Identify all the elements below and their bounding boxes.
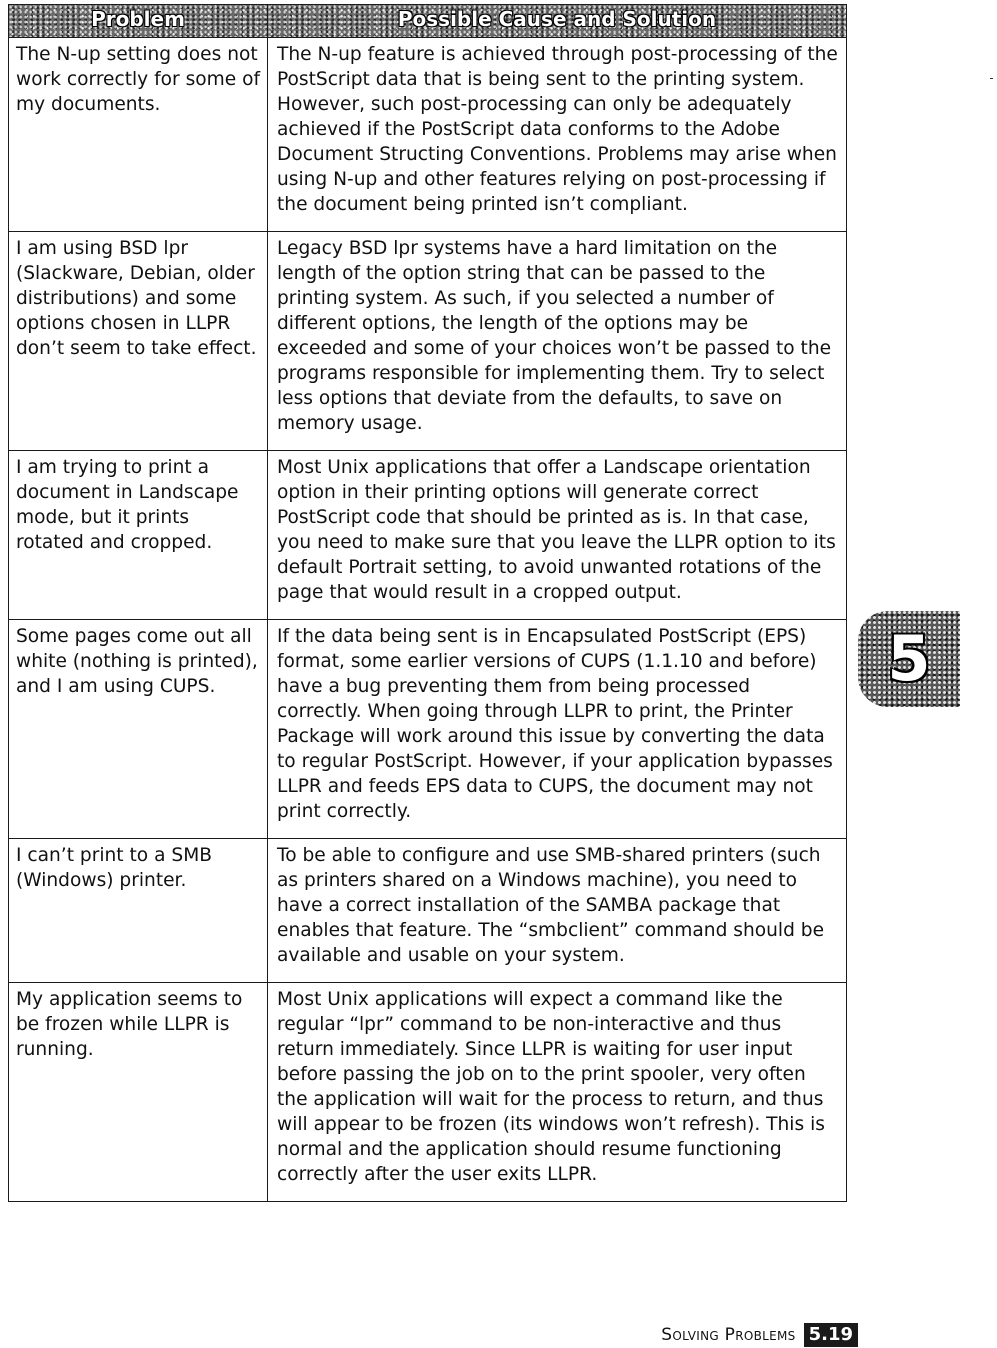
solution-cell: If the data being sent is in Encapsulated PostScript (EPS) format, some earlier versions of CUPS (1.1.10 and before) have a bug preventing them from being processed correctly. When going through LLPR to print, the Printer Package will work around this issue by converting the data to regular PostScript. However, if your application bypasses LLPR and feeds EPS data to CUPS, the document may not print correctly. (268, 620, 847, 839)
table-row (9, 232, 847, 451)
table-row (9, 451, 847, 620)
chapter-number: 5 (887, 622, 931, 695)
solution-cell: Legacy BSD lpr systems have a hard limitation on the length of the option string that can be passed to the printing system. As such, if you selected a number of different options, the length of the options may be exceeded and some of your choices won’t be passed to the programs responsible for implementing them. Try to select less options that deviate from the defaults, to save on memory usage. (268, 232, 847, 451)
table-row (9, 839, 847, 983)
solution-cell: The N-up feature is achieved through post-processing of the PostScript data that is being sent to the printing system. However, such post-processing can only be adequately achieved if the PostScript data conforms to the Adobe Document Structing Conventions. Problems may arise when using N-up and other features relying on post-processing if the document being printed isn’t compliant. (268, 38, 847, 232)
solution-header-label: Possible Cause and Solution (397, 7, 717, 31)
chapter-tab (858, 611, 960, 707)
footer-section-title: Solving Problems (661, 1325, 796, 1345)
solution-header (268, 5, 847, 38)
table-header-row (9, 5, 847, 38)
problem-header (9, 5, 268, 38)
solution-cell: Most Unix applications that offer a Landscape orientation option in their printing options will generate correct PostScript code that should be printed as is. In that case, you need to make sure that you leave the LLPR option to its default Portrait setting, to avoid unwanted rotations of the page that would result in a cropped output. (268, 451, 847, 620)
solution-cell: Most Unix applications will expect a command like the regular “lpr” command to be non-interactive and thus return immediately. Since LLPR is waiting for user input before passing the job on to the print spooler, very often the application will wait for the process to return, and thus will appear to be frozen (its windows won’t refresh). This is normal and the application should resume functioning correctly after the user exits LLPR. (268, 983, 847, 1202)
page-footer (661, 1322, 858, 1348)
problem-cell: I am trying to print a document in Landscape mode, but it prints rotated and cropped. (9, 451, 268, 620)
table-row (9, 983, 847, 1202)
problem-header-label: Problem (91, 7, 185, 31)
problem-cell: The N-up setting does not work correctly for some of my documents. (9, 38, 268, 232)
solution-cell: To be able to configure and use SMB-shared printers (such as printers shared on a Windows machine), you need to have a correct installation of the SAMBA package that enables that feature. The “smbclient” command should be available and usable on your system. (268, 839, 847, 983)
table-row (9, 38, 847, 232)
problem-cell: I can’t print to a SMB (Windows) printer. (9, 839, 268, 983)
problem-cell: My application seems to be frozen while LLPR is running. (9, 983, 268, 1202)
page-edge-mark (990, 78, 993, 79)
troubleshooting-table (8, 4, 847, 1202)
table-row (9, 620, 847, 839)
problem-cell: I am using BSD lpr (Slackware, Debian, older distributions) and some options chosen in LLPR don’t seem to take effect. (9, 232, 268, 451)
problem-cell: Some pages come out all white (nothing is printed), and I am using CUPS. (9, 620, 268, 839)
page-number-badge: 5.19 (804, 1323, 858, 1347)
